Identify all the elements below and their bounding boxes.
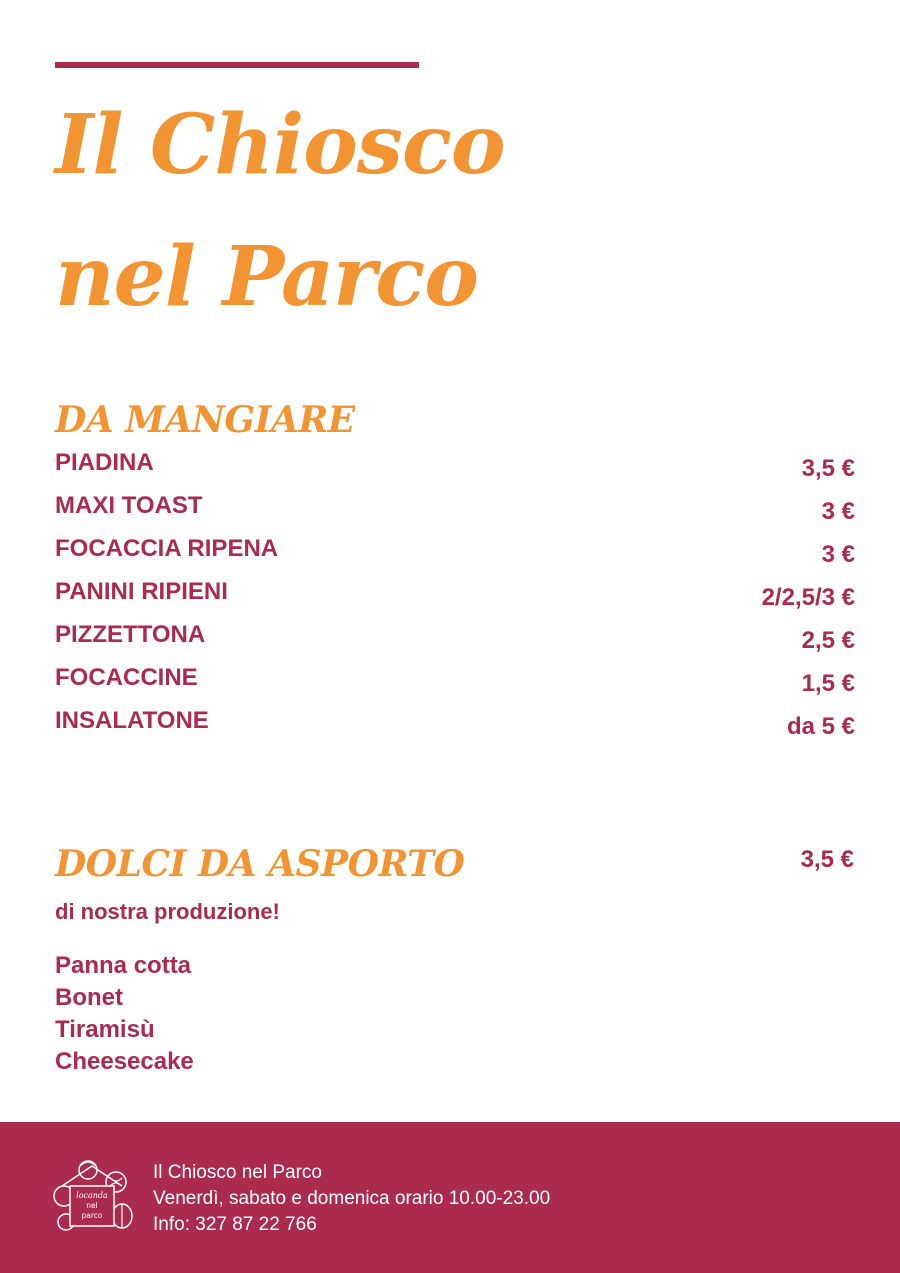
item-price: 3 € — [821, 541, 855, 568]
dessert-item: Cheesecake — [55, 1048, 194, 1075]
footer — [0, 1122, 900, 1273]
menu-list — [55, 449, 855, 750]
menu-row — [55, 492, 855, 535]
dessert-item: Tiramisù — [55, 1016, 155, 1043]
item-name: FOCACCINE — [55, 664, 198, 691]
footer-phone: Info: 327 87 22 766 — [153, 1214, 317, 1235]
footer-info — [153, 1160, 550, 1238]
dessert-item: Panna cotta — [55, 952, 192, 979]
item-price: da 5 € — [786, 713, 855, 740]
item-price: 1,5 € — [801, 670, 855, 697]
item-name: INSALATONE — [55, 707, 209, 734]
footer-hours: Venerdì, sabato e domenica orario 10.00-23.00 — [153, 1188, 551, 1209]
menu-row — [55, 621, 855, 664]
item-name: FOCACCIA RIPENA — [55, 535, 279, 562]
menu-row — [55, 707, 855, 750]
menu-row — [55, 664, 855, 707]
item-price: 2/2,5/3 € — [761, 584, 855, 611]
item-price: 3 € — [821, 498, 855, 525]
footer-venue-name: Il Chiosco nel Parco — [153, 1162, 322, 1183]
logo-text-1: locanda — [76, 1191, 108, 1200]
dessert-list — [55, 952, 194, 1080]
top-rule — [55, 62, 419, 68]
section-heading-mangiare: DA MANGIARE — [55, 399, 355, 441]
item-name: MAXI TOAST — [55, 492, 203, 519]
item-price: 2,5 € — [801, 627, 855, 654]
logo-text-3: parco — [81, 1211, 103, 1220]
dessert-item: Bonet — [55, 984, 123, 1011]
locanda-logo-icon — [50, 1158, 134, 1236]
section-heading-dolci: DOLCI DA ASPORTO — [55, 843, 465, 885]
item-name: PANINI RIPIENI — [55, 578, 228, 605]
title-line-2: nel Parco — [55, 229, 478, 325]
item-name: PIADINA — [55, 449, 154, 476]
menu-row — [55, 535, 855, 578]
logo-text-2: nel — [86, 1201, 98, 1210]
item-price: 3,5 € — [801, 455, 855, 482]
item-name: PIZZETTONA — [55, 621, 206, 648]
dolci-subtitle: di nostra produzione! — [55, 899, 280, 924]
dolci-price: 3,5 € — [800, 846, 854, 873]
title-line-1: Il Chiosco — [55, 97, 505, 193]
menu-row — [55, 578, 855, 621]
menu-row — [55, 449, 855, 492]
